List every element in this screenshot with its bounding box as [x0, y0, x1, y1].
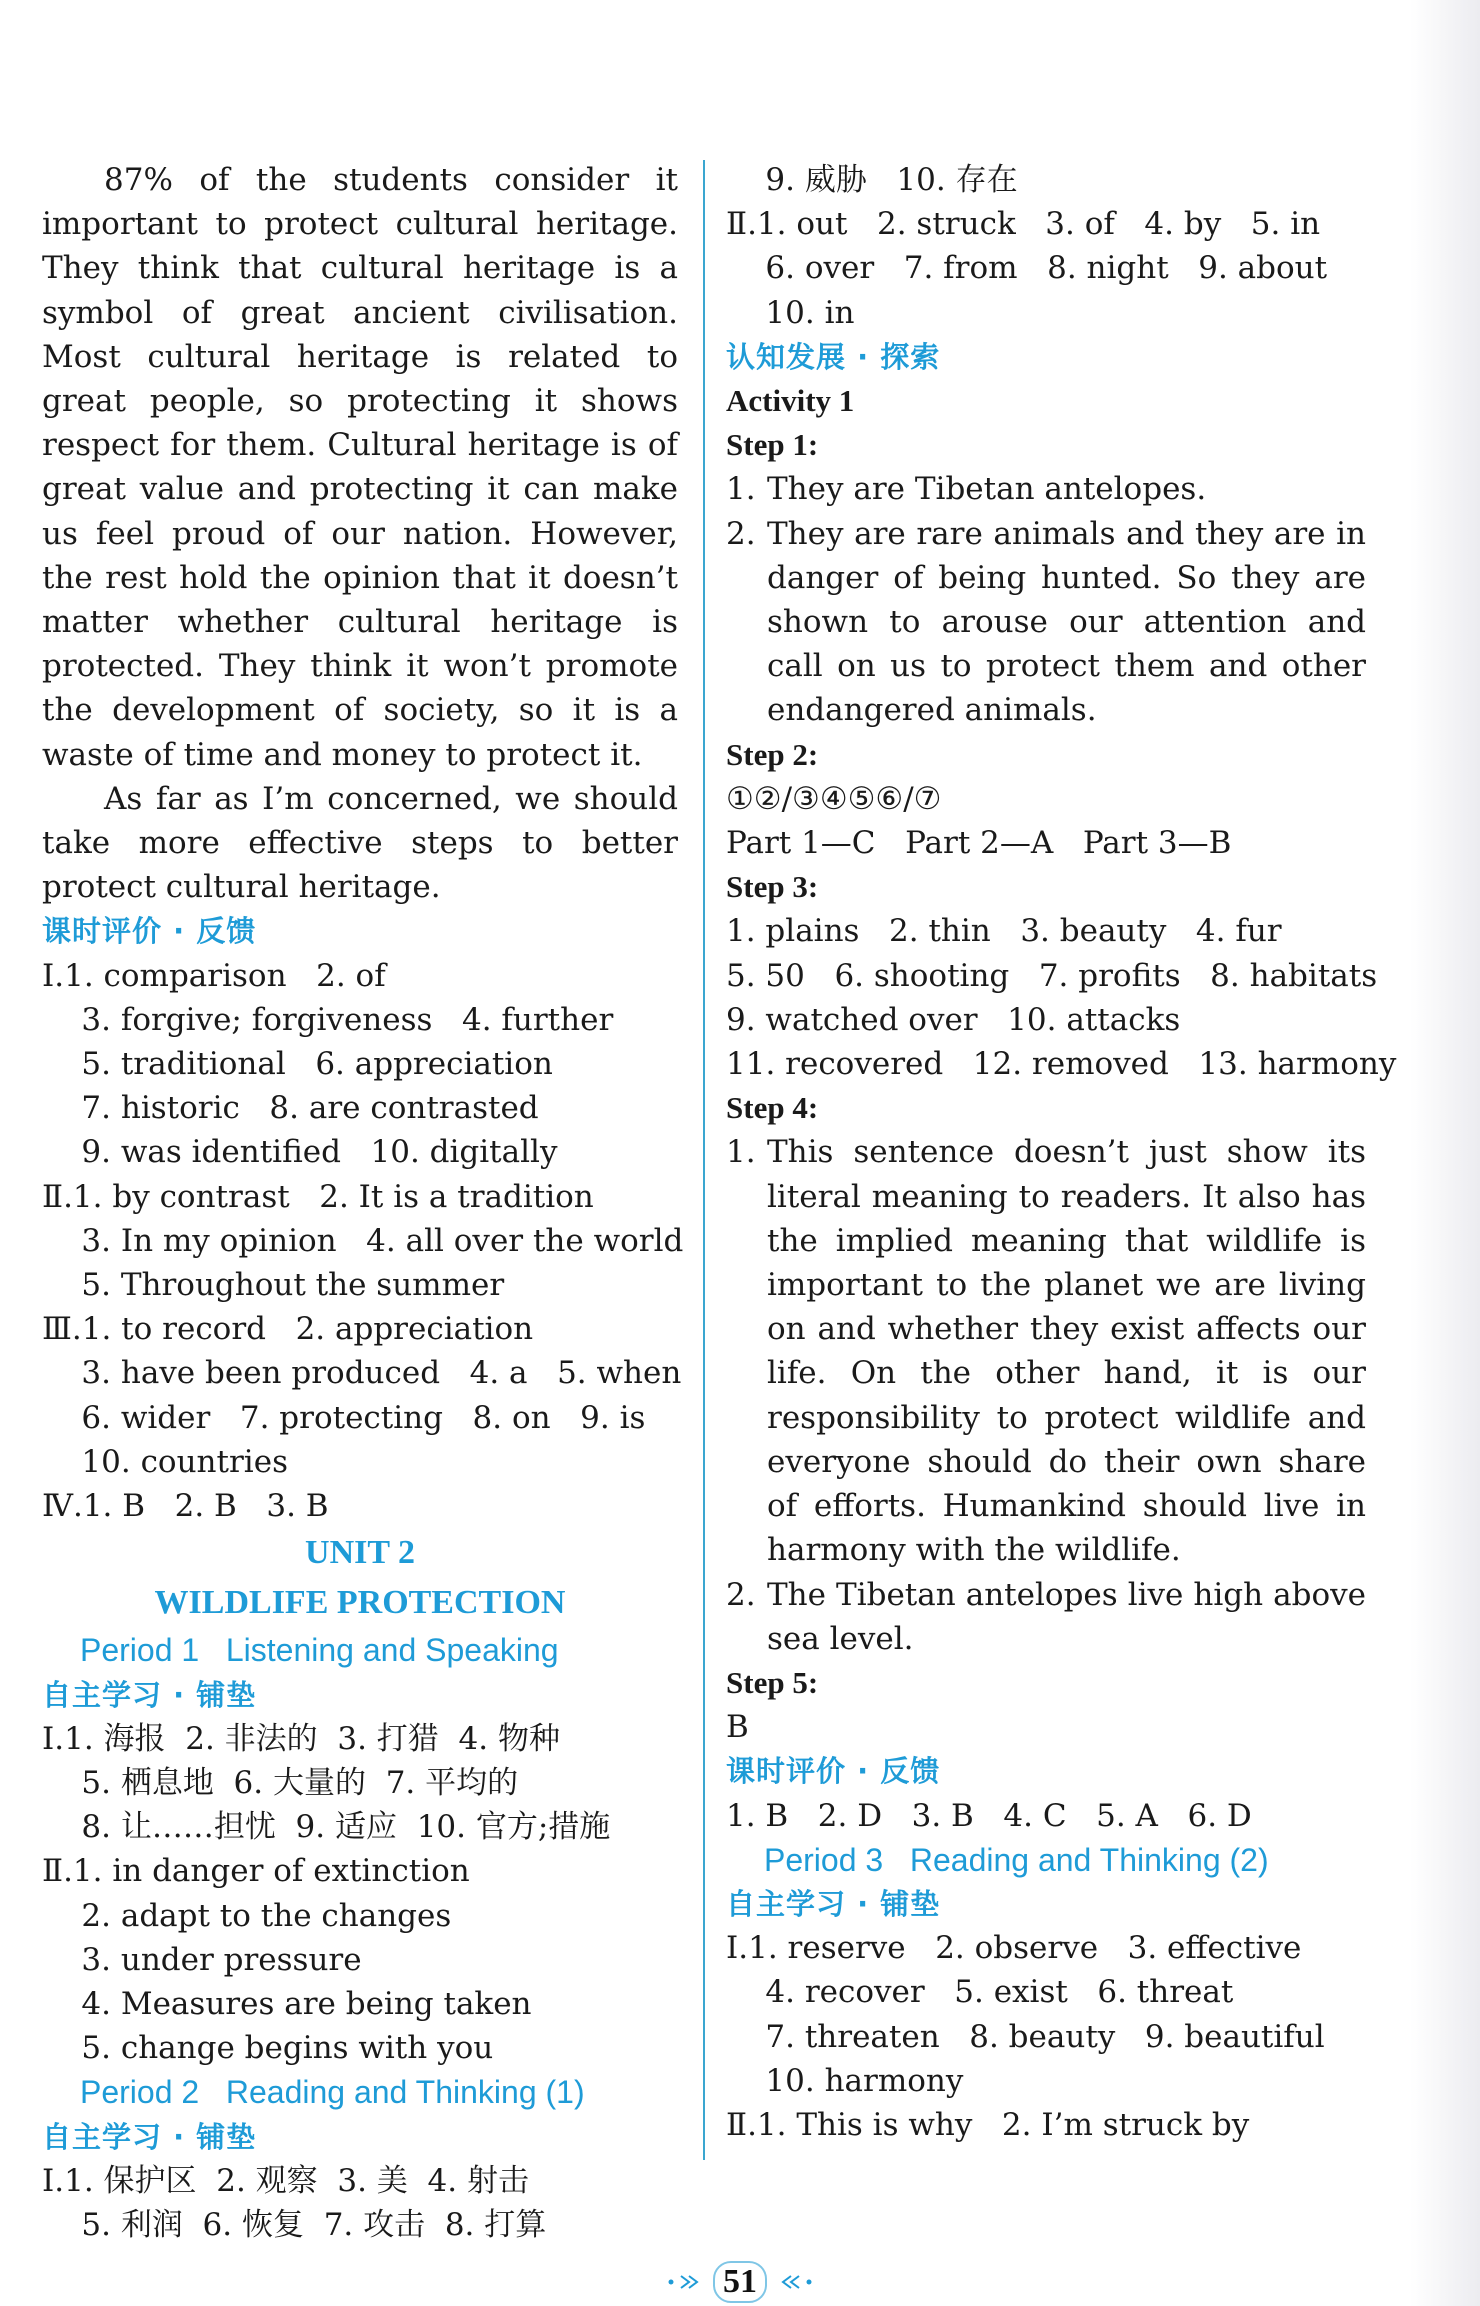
- activity-heading: Activity 1: [726, 383, 855, 419]
- explore-heading: 认知发展 · 探索: [726, 339, 941, 374]
- step-2-heading: Step 2:: [726, 736, 819, 772]
- item-text: They are Tibetan antelopes.: [767, 471, 1207, 508]
- period-1-answers: [42, 1717, 678, 2071]
- answer-line: Ⅳ.1. B 2. B 3. B: [42, 1488, 329, 1525]
- page-number-badge: [667, 2261, 813, 2303]
- answer-line: 5. 栖息地 6. 大量的 7. 平均的: [42, 1764, 519, 1801]
- answer-line: 10. in: [726, 294, 855, 331]
- self-study-heading: 自主学习 · 铺垫: [726, 1886, 941, 1921]
- answer-line: 1. plains 2. thin 3. beauty 4. fur: [726, 913, 1282, 950]
- answer-line: 9. watched over 10. attacks: [726, 1001, 1181, 1038]
- step-5-heading: Step 5:: [726, 1664, 819, 1700]
- essay-paragraph-1: 87% of the students consider it important to protect cultural heritage. They think that cultural heritage is a symbol of great ancient civilisation. Most cultural heritage is related to great people, so protecting it shows respect for them. Cultural heritage is of great value and protecting it can make us feel proud of our nation. However, the rest hold the opinion that it doesn’t matter whether cultural heritage is protected. They think it won’t promote the development of society, so it is a waste of time and money to protect it.: [42, 162, 678, 773]
- continued-answers: [726, 158, 1366, 335]
- self-study-heading: 自主学习 · 铺垫: [42, 1677, 257, 1712]
- unit-title: UNIT 2: [305, 1534, 415, 1572]
- answer-line: Ⅱ.1. This is why 2. I’m struck by: [726, 2106, 1250, 2143]
- step-4-item: [726, 1130, 1366, 1572]
- answer-line: ①②/③④⑤⑥/⑦: [726, 780, 942, 817]
- answer-line: 4. Measures are being taken: [42, 1985, 532, 2022]
- left-column: [42, 158, 684, 2247]
- answer-line: Ⅱ.1. by contrast 2. It is a tradition: [42, 1178, 594, 1215]
- answer-line: 9. was identified 10. digitally: [42, 1134, 558, 1171]
- step-1-heading: Step 1:: [726, 427, 819, 463]
- period-1-heading: Period 1 Listening and Speaking: [80, 1632, 559, 1669]
- period-3-heading: Period 3 Reading and Thinking (2): [764, 1841, 1269, 1878]
- step-1-item: [726, 467, 1366, 511]
- step-4-item: [726, 1573, 1366, 1661]
- answer-line: Ⅰ.1. 海报 2. 非法的 3. 打猎 4. 物种: [42, 1720, 560, 1757]
- answer-line: 5. Throughout the summer: [42, 1267, 505, 1304]
- item-number: 2.: [726, 1576, 756, 1613]
- answer-line: 10. countries: [42, 1443, 288, 1480]
- answer-line: 3. In my opinion 4. all over the world: [42, 1222, 684, 1259]
- right-column: [726, 158, 1397, 2147]
- answer-line: 8. 让……担忧 9. 适应 10. 官方;措施: [42, 1809, 611, 1846]
- self-study-heading: 自主学习 · 铺垫: [42, 2119, 257, 2154]
- answer-line: 3. under pressure: [42, 1941, 362, 1978]
- answer-line: 9. 威胁 10. 存在: [726, 162, 1018, 198]
- item-text: The Tibetan antelopes live high above sea level.: [767, 1576, 1366, 1657]
- item-number: 1.: [726, 1134, 756, 1171]
- answer-line: Ⅲ.1. to record 2. appreciation: [42, 1311, 534, 1348]
- answer-line: Part 1—C Part 2—A Part 3—B: [726, 825, 1232, 862]
- answer-line: Ⅰ.1. reserve 2. observe 3. effective: [726, 1930, 1302, 1967]
- item-text: This sentence doesn’t just show its literal meaning to readers. It also has the implied meaning that wildlife is important to the planet we are living on and whether they exist affects our life. On the other hand, it is our responsibility to protect wildlife and everyone should do their own share of efforts. Humankind should live in harmony with the wildlife.: [767, 1134, 1366, 1569]
- answer-line: 2. adapt to the changes: [42, 1897, 452, 1934]
- answer-line: 1. B 2. D 3. B 4. C 5. A 6. D: [726, 1797, 1252, 1834]
- page-number: 51: [713, 2261, 767, 2303]
- answer-line: 5. 利润 6. 恢复 7. 攻击 8. 打算: [42, 2206, 547, 2243]
- answer-line: 5. 50 6. shooting 7. profits 8. habitats: [726, 957, 1378, 994]
- answer-line: 6. wider 7. protecting 8. on 9. is: [42, 1399, 646, 1436]
- column-divider: [703, 160, 705, 2160]
- feedback-answers: [42, 954, 684, 1529]
- answer-line: 5. traditional 6. appreciation: [42, 1046, 553, 1083]
- period-2-heading: Period 2 Reading and Thinking (1): [80, 2074, 585, 2111]
- page-footer: [0, 2262, 1480, 2302]
- answer-line: 3. forgive; forgiveness 4. further: [42, 1001, 614, 1038]
- answer-line: Ⅱ.1. in danger of extinction: [42, 1853, 470, 1890]
- period-2-answers: [42, 2159, 678, 2247]
- answer-line: 3. have been produced 4. a 5. when: [42, 1355, 682, 1392]
- page-edge-shadow: [1410, 0, 1480, 2306]
- step-3-heading: Step 3:: [726, 869, 819, 905]
- step-4-heading: Step 4:: [726, 1090, 819, 1126]
- right-chevron-ornament-icon: [773, 2272, 813, 2292]
- essay-paragraph-2: As far as I’m concerned, we should take more effective steps to better protect cultural heritage.: [42, 780, 678, 906]
- item-text: They are rare animals and they are in danger of being hunted. So they are shown to arouse our attention and call on us to protect them and other endangered animals.: [767, 515, 1366, 729]
- answer-line: 10. harmony: [726, 2062, 964, 2099]
- feedback-heading: 课时评价 · 反馈: [42, 914, 257, 949]
- step-1-item: [726, 512, 1366, 733]
- answer-line: Ⅱ.1. out 2. struck 3. of 4. by 5. in: [726, 206, 1321, 243]
- feedback-heading: 课时评价 · 反馈: [726, 1754, 941, 1789]
- answer-line: 11. recovered 12. removed 13. harmony: [726, 1046, 1397, 1083]
- answer-line: 7. threaten 8. beauty 9. beautiful: [726, 2018, 1325, 2055]
- item-number: 1.: [726, 471, 756, 508]
- answer-line: Ⅰ.1. comparison 2. of: [42, 957, 386, 994]
- period-3-answers: [726, 1926, 1366, 2147]
- answer-line: 7. historic 8. are contrasted: [42, 1090, 539, 1127]
- item-number: 2.: [726, 515, 756, 552]
- answer-line: 5. change begins with you: [42, 2030, 494, 2067]
- answer-line: B: [726, 1709, 749, 1746]
- unit-subtitle: WILDLIFE PROTECTION: [154, 1584, 566, 1622]
- left-chevron-ornament-icon: [667, 2272, 707, 2292]
- answer-line: Ⅰ.1. 保护区 2. 观察 3. 美 4. 射击: [42, 2162, 529, 2199]
- answer-line: 6. over 7. from 8. night 9. about: [726, 250, 1328, 287]
- answer-line: 4. recover 5. exist 6. threat: [726, 1974, 1234, 2011]
